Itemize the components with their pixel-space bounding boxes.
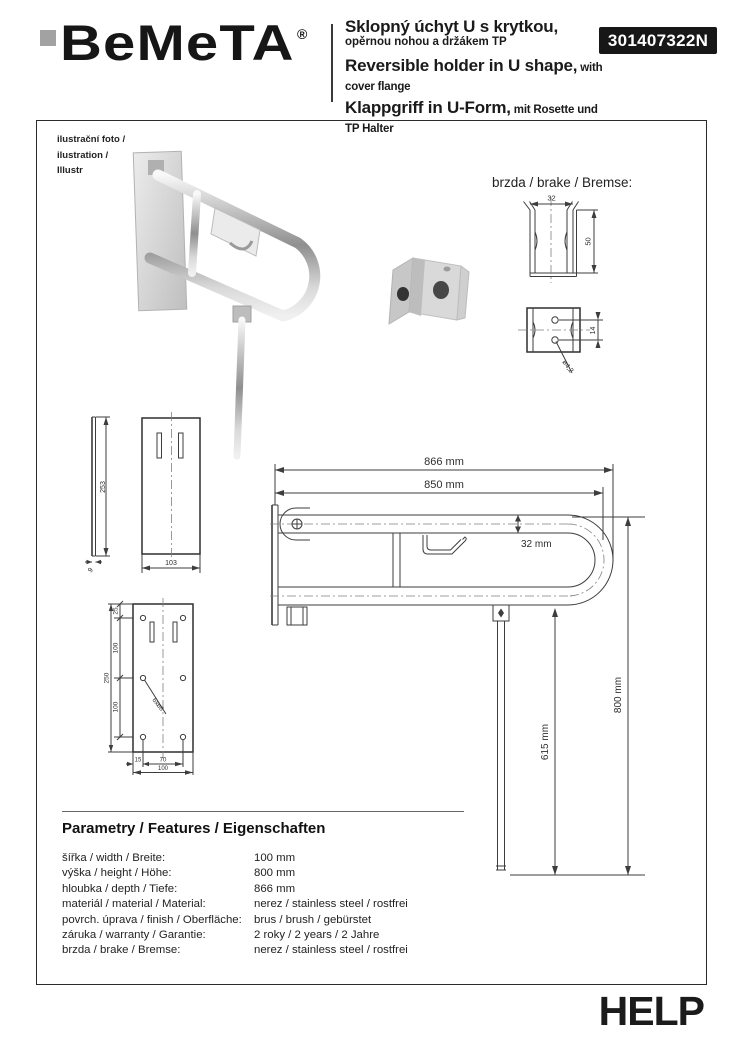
dim-800 xyxy=(510,517,645,875)
table-row xyxy=(62,897,482,912)
param-label: povrch. úprava / finish / Oberfläche: xyxy=(62,913,242,926)
brake-width-dim: 32 xyxy=(547,193,556,203)
cover-plate-thickness-dim: 9 xyxy=(87,566,95,575)
cover-plate-side-profile xyxy=(85,417,110,574)
table-row xyxy=(62,928,482,943)
product-title-en-main: Reversible holder in U shape, xyxy=(345,55,578,75)
product-subtitle-de: mit Rosette und TP Halter xyxy=(345,103,598,135)
bracket-hole-left xyxy=(397,287,409,301)
bracket-hole-right xyxy=(433,281,449,299)
drawn-grab-bar xyxy=(270,505,613,870)
product-titles xyxy=(345,17,605,136)
param-value: 800 mm xyxy=(254,867,296,880)
param-label: výška / height / Höhe: xyxy=(62,867,172,880)
dim-850 xyxy=(275,479,603,540)
brake-technical-drawing xyxy=(505,190,630,385)
mount-overall-height-dim: 250 xyxy=(103,672,111,684)
param-value: brus / brush / gebürstet xyxy=(254,913,372,926)
product-subtitle-en: with cover flange xyxy=(345,61,603,93)
brake-hole-pitch-dim: 14 xyxy=(590,326,597,335)
param-label: materiál / material / Material: xyxy=(62,898,206,911)
header-divider xyxy=(331,24,333,102)
mount-hole-offset-dim: 15 xyxy=(134,757,142,764)
registered-trademark-mark: ® xyxy=(297,26,308,42)
product-title-de-main: Klappgriff in U-Form, xyxy=(345,97,511,117)
photo-support-leg xyxy=(233,306,251,456)
brake-heading: brzda / brake / Bremse: xyxy=(492,175,633,190)
parameters-divider xyxy=(62,811,464,812)
brake-hole-diameter-dim: ø4,2 xyxy=(560,359,575,375)
brand-logo-square xyxy=(40,30,56,46)
overall-depth-label: 866 mm xyxy=(424,456,464,468)
parameters-table xyxy=(62,851,482,959)
cover-plate-height-dim: 253 xyxy=(100,481,107,493)
illustration-caption-line2: ilustration / xyxy=(57,149,109,161)
product-code-badge: 301407322N xyxy=(599,27,717,54)
mount-segment-mid-dim: 100 xyxy=(112,642,120,654)
mount-hole-pitch-dim: 70 xyxy=(159,757,167,764)
mount-overall-width-dim: 100 xyxy=(157,766,169,772)
dim-866 xyxy=(275,456,613,562)
illustration-caption-line1: ilustrační foto / xyxy=(57,134,126,145)
param-value: nerez / stainless steel / rostfrei xyxy=(254,898,408,911)
mounting-height-label: 800 mm xyxy=(613,676,624,714)
product-subtitle-cs: opěrnou nohou a držákem TP xyxy=(345,36,507,49)
brake-front-view xyxy=(524,194,599,284)
cover-plate-drawing xyxy=(85,410,215,585)
table-row xyxy=(62,866,482,881)
param-label: záruka / warranty / Garantie: xyxy=(62,929,206,942)
table-row xyxy=(62,882,482,897)
param-label: šířka / width / Breite: xyxy=(62,852,166,864)
grip-length-label: 850 mm xyxy=(424,479,464,491)
param-label: hloubka / depth / Tiefe: xyxy=(62,882,178,895)
param-value: 866 mm xyxy=(254,882,296,895)
table-row xyxy=(62,851,482,866)
mount-holes-note: 6xø6 xyxy=(150,696,165,713)
tube-diameter-label: 32 mm xyxy=(521,539,552,550)
mount-segment-top-dim: 25 xyxy=(112,607,120,615)
illustration-caption-line3: Illustr xyxy=(57,165,83,177)
cover-plate-front-view xyxy=(142,412,200,573)
product-title-en xyxy=(345,56,605,94)
param-value: 2 roky / 2 years / 2 Jahre xyxy=(254,929,380,942)
brake-height-dim: 50 xyxy=(583,237,593,246)
brand-logo: BeMeTA xyxy=(60,15,295,71)
dim-615 xyxy=(540,608,558,875)
param-value: nerez / stainless steel / rostfrei xyxy=(254,944,408,957)
help-logo: HELP xyxy=(598,988,704,1034)
brake-side-view xyxy=(518,308,603,375)
mount-segment-bottom-dim: 100 xyxy=(112,701,120,713)
parameters-heading: Parametry / Features / Eigenschaften xyxy=(62,820,326,837)
table-row xyxy=(62,913,482,928)
mounting-plate-drawing xyxy=(100,593,220,788)
table-row xyxy=(62,943,482,958)
leg-height-label: 615 mm xyxy=(540,723,551,761)
param-value: 100 mm xyxy=(254,852,296,864)
brake-bracket-photo xyxy=(383,246,475,338)
cover-plate-width-dim: 103 xyxy=(165,560,177,567)
product-title-cs: Sklopný úchyt U s krytkou, xyxy=(345,17,559,36)
param-label: brzda / brake / Bremse: xyxy=(62,944,181,957)
